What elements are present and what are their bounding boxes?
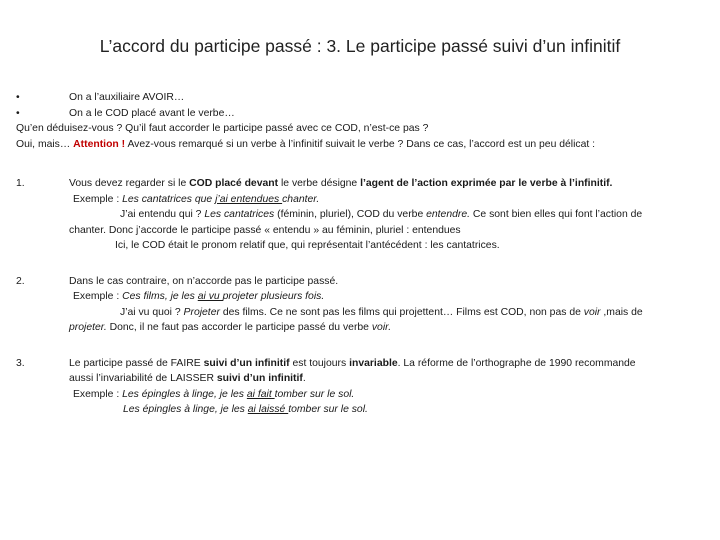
rule-item-2: 2. Dans le cas contraire, on n’accorde pas le participe passé. Exemple : Ces films, je les ai vu projeter plusieurs fois. J’ai vu quoi ? Projeter des films. Ce ne sont pas les films qui projettent… Films est COD, non pas de voir ,mais de projeter. Donc, il ne faut pas accorder le participe passé du verbe voir. bbox=[16, 274, 706, 336]
item-number: 3. bbox=[16, 357, 25, 369]
item-number: 2. bbox=[16, 275, 25, 287]
page-title: L’accord du participe passé : 3. Le participe passé suivi d’un infinitif bbox=[99, 36, 621, 56]
bullet-icon: • bbox=[16, 107, 20, 119]
example-line: Exemple : Les cantatrices que j’ai entendues chanter. bbox=[73, 193, 320, 205]
example-line: Exemple : Les épingles à linge, je les ai fait tomber sur le sol. bbox=[73, 388, 355, 400]
rule-item-3: 3. Le participe passé de FAIRE suivi d’un infinitif est toujours invariable. La réforme de l’orthographe de 1990 recommande aussi l’invariabilité de LAISSER suivi d’un infinitif. Exemple : Les épingles à linge, je les ai fait tomber sur le sol. Les épingles à linge, je les ai laissé tomber sur le sol. bbox=[16, 356, 706, 418]
rule-item-1: 1. Vous devez regarder si le COD placé devant le verbe désigne l’agent de l’action exprimée par le verbe à l’infinitif. Exemple : Les cantatrices que j’ai entendues chanter. J’ai entendu qui ? Les cantatrices (féminin, pluriel), COD du verbe entendre. Ce sont bien elles qui font l’action de chanter. Donc j’accorde le participe passé « entendu » au féminin, pluriel : entendues Ici, le COD était le pronom relatif que, qui représentait l’antécédent : les cantatrices. bbox=[16, 176, 706, 254]
intro-bullet-1: • On a l’auxiliaire AVOIR… bbox=[16, 90, 706, 106]
example-line: Les épingles à linge, je les ai laissé tomber sur le sol. bbox=[123, 404, 368, 415]
intro-bullet-2: • On a le COD placé avant le verbe… bbox=[16, 106, 706, 122]
bullet-icon: • bbox=[16, 92, 20, 103]
intro-answer: Oui, mais… Attention ! Avez-vous remarqué si un verbe à l’infinitif suivait le verbe ? Dans ce cas, l’accord est un peu délicat : bbox=[16, 138, 596, 150]
intro-question: Qu’en déduisez-vous ? Qu’il faut accorder le participe passé avec ce COD, n’est-ce pas ? bbox=[16, 123, 429, 134]
item-number: 1. bbox=[16, 178, 25, 189]
document-body bbox=[16, 90, 706, 418]
attention-label: Attention ! bbox=[73, 138, 126, 150]
example-line: Exemple : Ces films, je les ai vu projeter plusieurs fois. bbox=[73, 291, 325, 302]
